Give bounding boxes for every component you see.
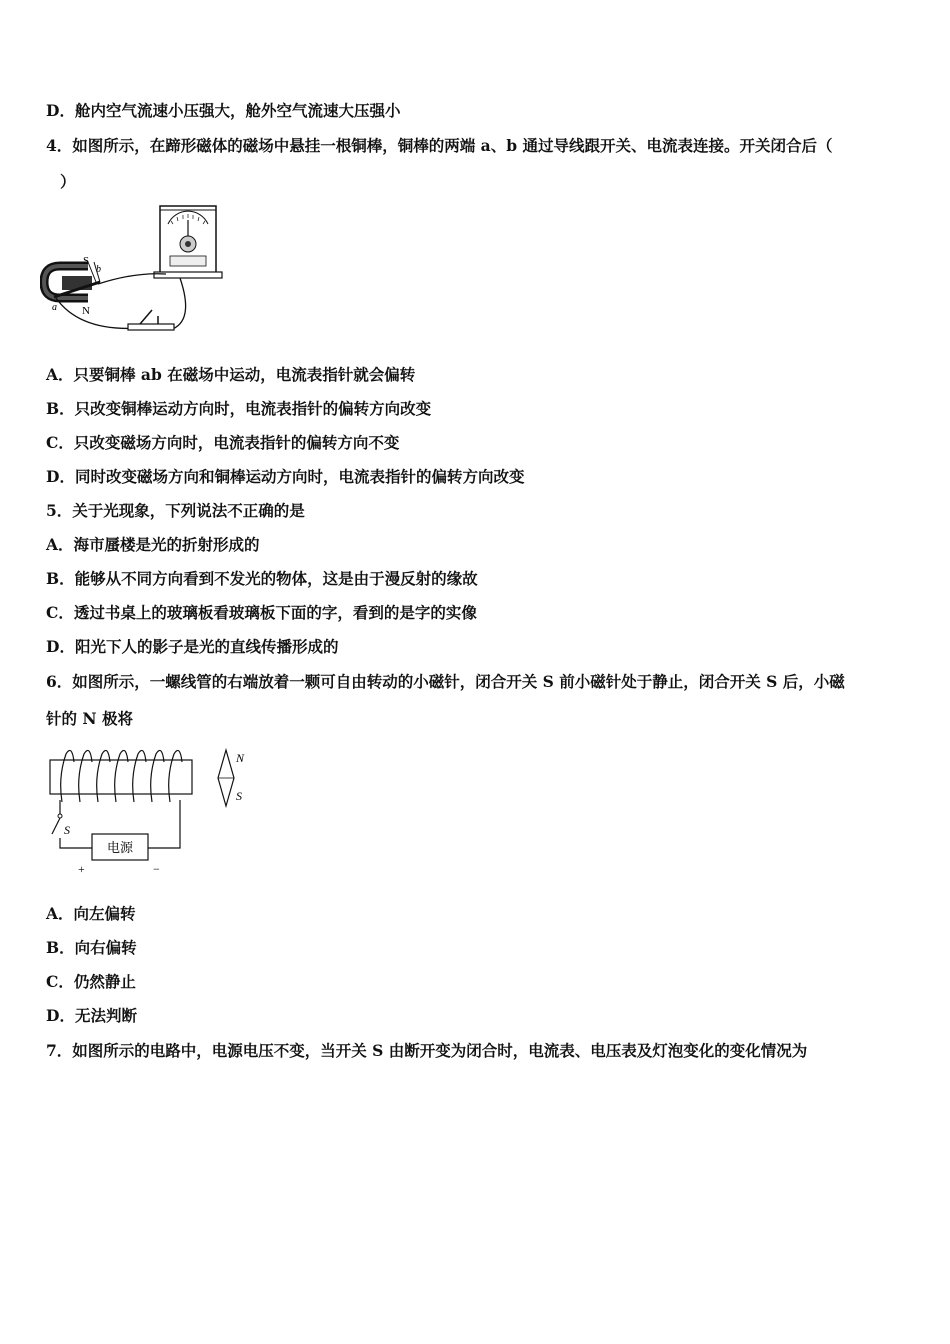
q6-stem-line2: 针的 N 极将 <box>46 709 133 728</box>
q4-figure <box>40 202 230 342</box>
needle-s-label: S <box>236 789 242 803</box>
q6-option-d: D．无法判断 <box>46 1006 137 1025</box>
q4-option-a: A．只要铜棒 ab 在磁场中运动，电流表指针就会偏转 <box>46 365 416 384</box>
q3-option-d: D．舱内空气流速小压强大，舱外空气流速大压强小 <box>46 101 401 120</box>
q4-label-s: S <box>83 255 90 267</box>
q5-stem: 5．关于光现象，下列说法不正确的是 <box>46 501 305 520</box>
wire <box>148 800 180 848</box>
q5-option-a: A．海市蜃楼是光的折射形成的 <box>46 535 260 554</box>
minus-label: − <box>153 862 160 876</box>
switch-blade <box>52 818 60 834</box>
q6-stem-line1: 6．如图所示，一螺线管的右端放着一颗可自由转动的小磁针，闭合开关 S 前小磁针处于静止，闭合开关 S 后，小磁 <box>46 672 845 691</box>
wire <box>60 838 92 848</box>
q6-option-c: C．仍然静止 <box>46 972 136 991</box>
switch-label: S <box>64 823 70 837</box>
q5-option-b: B．能够从不同方向看到不发光的物体，这是由于漫反射的缘故 <box>46 569 478 588</box>
q4-stem-line2: ） <box>60 172 76 191</box>
knife-switch <box>128 324 174 330</box>
q4-label-n: N <box>82 305 90 317</box>
q7-stem: 7．如图所示的电路中，电源电压不变，当开关 S 由断开变为闭合时，电流表、电压表及灯泡变化的变化情况为 <box>46 1041 808 1060</box>
q6-option-a: A．向左偏转 <box>46 904 136 923</box>
q5-option-d: D．阳光下人的影子是光的直线传播形成的 <box>46 637 339 656</box>
q4-option-c: C．只改变磁场方向时，电流表指针的偏转方向不变 <box>46 433 400 452</box>
q4-stem-line1: 4．如图所示，在蹄形磁体的磁场中悬挂一根铜棒，铜棒的两端 a、b 通过导线跟开关、电流表连接。开关闭合后（ <box>46 136 833 155</box>
q4-label-b: b <box>96 264 101 275</box>
q6-figure <box>40 742 260 882</box>
needle-n-label: N <box>236 751 245 765</box>
q5-option-c: C．透过书桌上的玻璃板看玻璃板下面的字，看到的是字的实像 <box>46 603 477 622</box>
power-source-label: 电源 <box>106 840 134 855</box>
q4-option-b: B．只改变铜棒运动方向时，电流表指针的偏转方向改变 <box>46 399 432 418</box>
q6-option-b: B．向右偏转 <box>46 938 137 957</box>
q4-label-a: a <box>52 302 57 313</box>
wire <box>170 278 186 330</box>
q4-option-d: D．同时改变磁场方向和铜棒运动方向时，电流表指针的偏转方向改变 <box>46 467 525 486</box>
plus-label: + <box>78 862 85 876</box>
